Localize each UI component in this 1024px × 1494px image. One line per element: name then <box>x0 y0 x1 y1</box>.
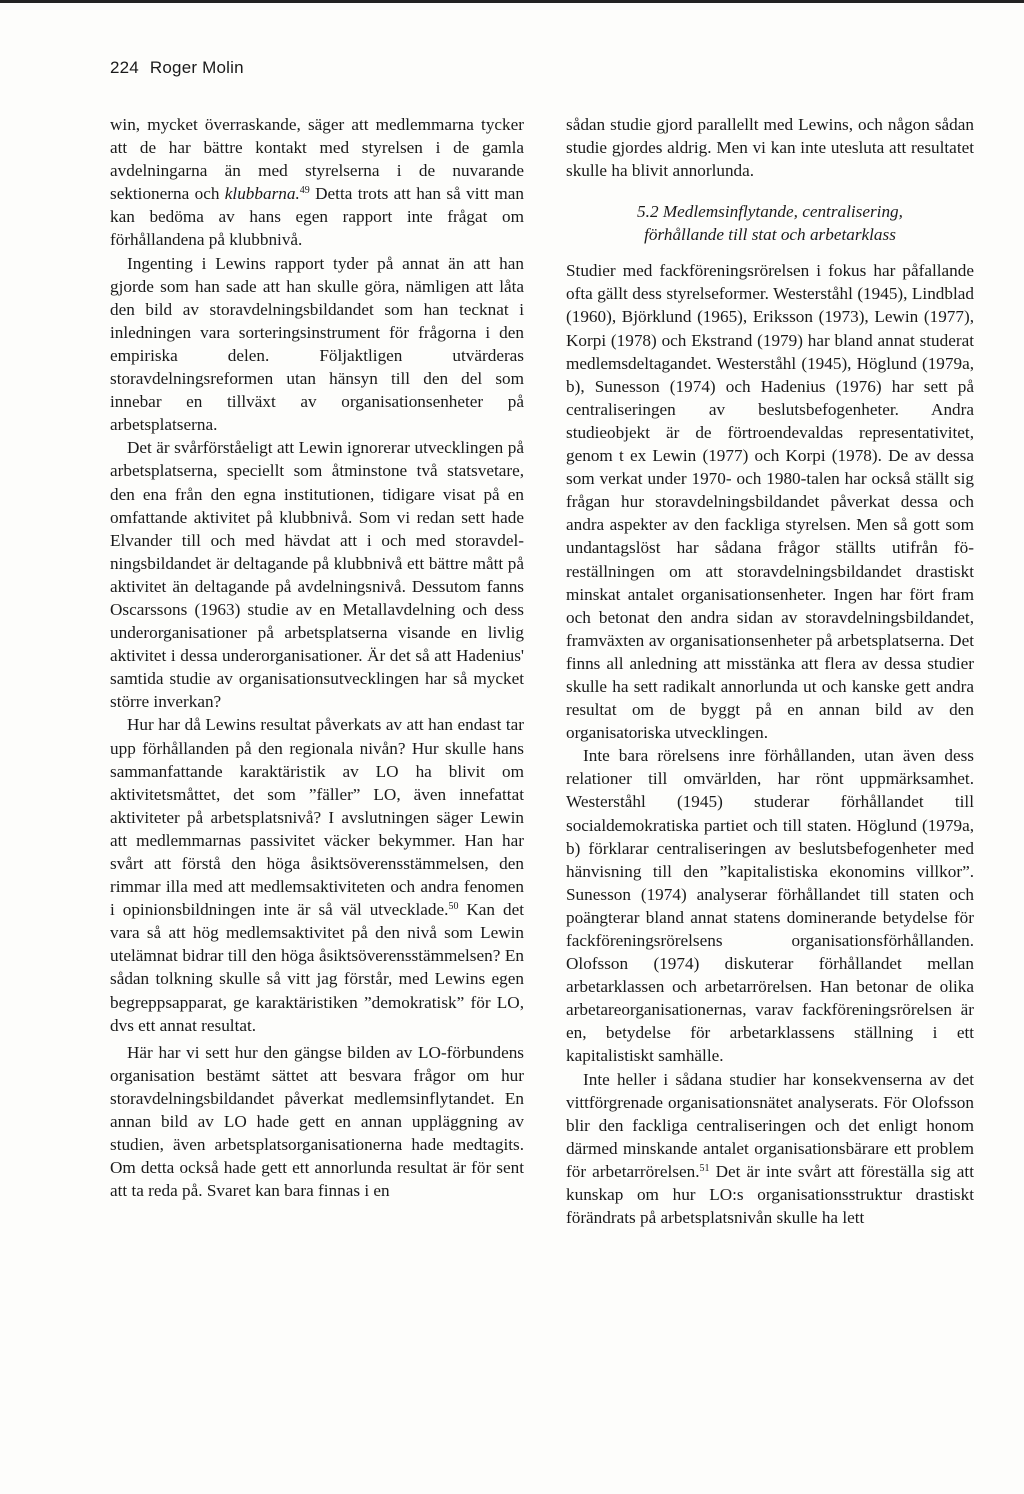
left-paragraph-4: Hur har då Lewins resultat påverkats av att han endast tar upp förhållanden på den regionala nivån? Hur skulle hans sammanfattande karaktäristik av LO ha blivit om aktivitetsmåttet, det som ”fäller” LO, även innefattat aktiviteter på arbetsplatsnivå? I avslutningen säger Lewin att medlemmarnas passivitet väcker bekymmer. Han har svårt att förstå den höga åsiktsöverensstämmelsen, den rimmar illa med att medlemsaktiviteten och andra fenomen i opinionsbildningen inte är så väl utvecklade.$^{50}$ Kan det vara så att hög medlemsaktivitet på den nivå som Lewin utelämnat bidrar till den höga åsiktsöverensstämmelsen? En sådan tolkning skulle så vitt jag förstår, med Lewins egen begreppsapparat, ge karaktäristiken ”demokratisk” för LO, dvs ett annat resultat. <box>110 715 524 1035</box>
section-number: 5.2 <box>637 202 659 222</box>
footnote-ref-50: 50 <box>448 901 459 913</box>
right-paragraph-2: Studier med fackföreningsrörelsen i fokus har påfallande ofta gällt dess styrelseformer. Westerståhl (1945), Lindblad (1960), Björklund (1965), Eriksson (1973), Lewin (1977), Korpi (1978) och Ekstrand (1979) har bland annat studerat medlemsdeltagandet. Westerståhl (1945), Höglund (1979a, b), Sunesson (1974) och Hadenius (1976) har sett på centraliseringen av beslutsbefogenheter. Andra studieobjekt är de förtroendevaldas representativitet, genom t ex Lewin (1977) och Korpi (1978). De av dessa som verkat under 1970- och 1980-talen har också ställt sig frågan hur storavdelningsbildandet påverkat dessa och andra aspekter av den fackliga styrelsen. Men så gott som undantagslöst har sådana frågor ställts utifrån föreställningen om att storavdelningsbildandet drastiskt minskat antalet organisationsenheter. Ingen har fört fram och betonat den andra sidan av storavdelningsbildandet, framväxten av organisationsenheter på arbetsplatserna. Det finns all anledning att misstänka att flera av dessa studier skulle ha sett radikalt annorlunda ut och kanske gett andra resultat om de byggt på en annan bild av den organisatoriska utvecklingen. <box>566 261 974 743</box>
section-title-line-1: Medlemsinflytande, centralisering, <box>662 202 903 222</box>
running-head <box>110 58 244 78</box>
top-scan-edge <box>0 0 1024 3</box>
right-paragraph-4: Inte heller i sådana studier har konsekvenserna av det vittförgrenade organisationsnätet analyserats. För Olofsson blir den fackliga centraliseringen och det enligt honom därmed minskande antalet organisationsbärare ett problem för arbetarrörelsen.$^{51}$ Det är inte svårt att föreställa sig att kunskap om hur LO:s organisationsstruktur drastiskt förändrats på arbetsplatsnivån skulle ha lett <box>566 1069 974 1228</box>
section-heading <box>566 200 974 246</box>
right-column <box>566 113 974 1229</box>
section-title-line-2: förhållande till stat och arbetarklass <box>644 225 896 245</box>
left-paragraph-3: Det är svårförståeligt att Lewin ignorerar utvecklingen på arbetsplatserna, speciellt som åtminstone två statsvetare, den ena från den egna institutionen, tidigare visat på en omfattande aktivitet på klubbnivå. Som vi redan sett hade Elvander till och med hävdat att i och med storavdelningsbildandet är deltagande på klubbnivå ett bättre mått på aktivitet än deltagande på avdelningsnivå. Dessutom fanns Oscarssons (1963) studie av en Metallavdelning och dess underorganisationer på arbetsplatserna visande en livlig aktivitet i dessa underorganisationer. Är det så att Hadenius' samtida studie av organisationsutvecklingen har så mycket större inverkan? <box>110 438 524 712</box>
author-name: Roger Molin <box>149 58 244 77</box>
right-paragraph-3: Inte bara rörelsens inre förhållanden, utan även dess relationer till omvärlden, har rönt uppmärksamhet. Westerståhl (1945) studerar förhållandet till socialdemokratiska partiet och till staten. Höglund (1979a, b) förklarar centraliseringen av beslutsbefogenheter med hänvisning till den ”kapitalistiska ekonomins villkor”. Sunesson (1974) analyserar förhållandet till staten och poängterar bland annat statens dominerande betydelse för fackföreningsrörelsens organisationsförhållanden. Olofsson (1974) diskuterar förhållandet mellan arbetarklassen och arbetarrörelsen. Han betonar de olika arbetareorganisationernas, varav fackföreningsrörelsen är en, betydelse för arbetarklassens ställning i ett kapitalistiskt samhälle. <box>566 746 974 1066</box>
left-paragraph-1: win, mycket överraskande, säger att medlemmarna tycker att de har bättre kontakt med styrelsen i de gamla avdelningarna än med styrelserna i de nuvarande sektionerna och klubbarna.$^{49}$ Detta trots att han så vitt man kan bedöma av hans egen rapport inte frågat om förhållandena på klubbnivå. <box>110 115 524 250</box>
left-column <box>110 113 524 1202</box>
page-number: 224 <box>110 58 139 77</box>
footnote-ref-49: 49 <box>299 185 310 197</box>
right-paragraph-1: sådan studie gjord parallellt med Lewins, och någon sådan studie gjordes aldrig. Men vi kan inte utesluta att resultatet skulle ha blivit annorlunda. <box>566 115 974 181</box>
left-paragraph-2: Ingenting i Lewins rapport tyder på annat än att han gjorde som han sade att han skulle göra, nämligen att låta den bild av storavdelningsbildandet som han tecknat i inledningen vara sorteringsinstrument för frågorna i den empiriska delen. Följaktligen utvärderas storavdelningsreformen utan hänsyn till den del som innebar en tillväxt av organisationsenheter på arbetsplatserna. <box>110 253 524 435</box>
left-paragraph-5: Här har vi sett hur den gängse bilden av LO-förbundens organisation bestämt sättet att besvara frågor om hur storavdelningsbildandet påverkat medlemsinflytandet. En annan bild av LO hade gett en annan uppläggning av studien, även arbetsplatsorganisationerna hade medtagits. Om detta också hade gett ett annorlunda resultat är för sent att ta reda på. Svaret kan bara finnas i en <box>110 1042 524 1201</box>
footnote-ref-51: 51 <box>699 1162 710 1174</box>
